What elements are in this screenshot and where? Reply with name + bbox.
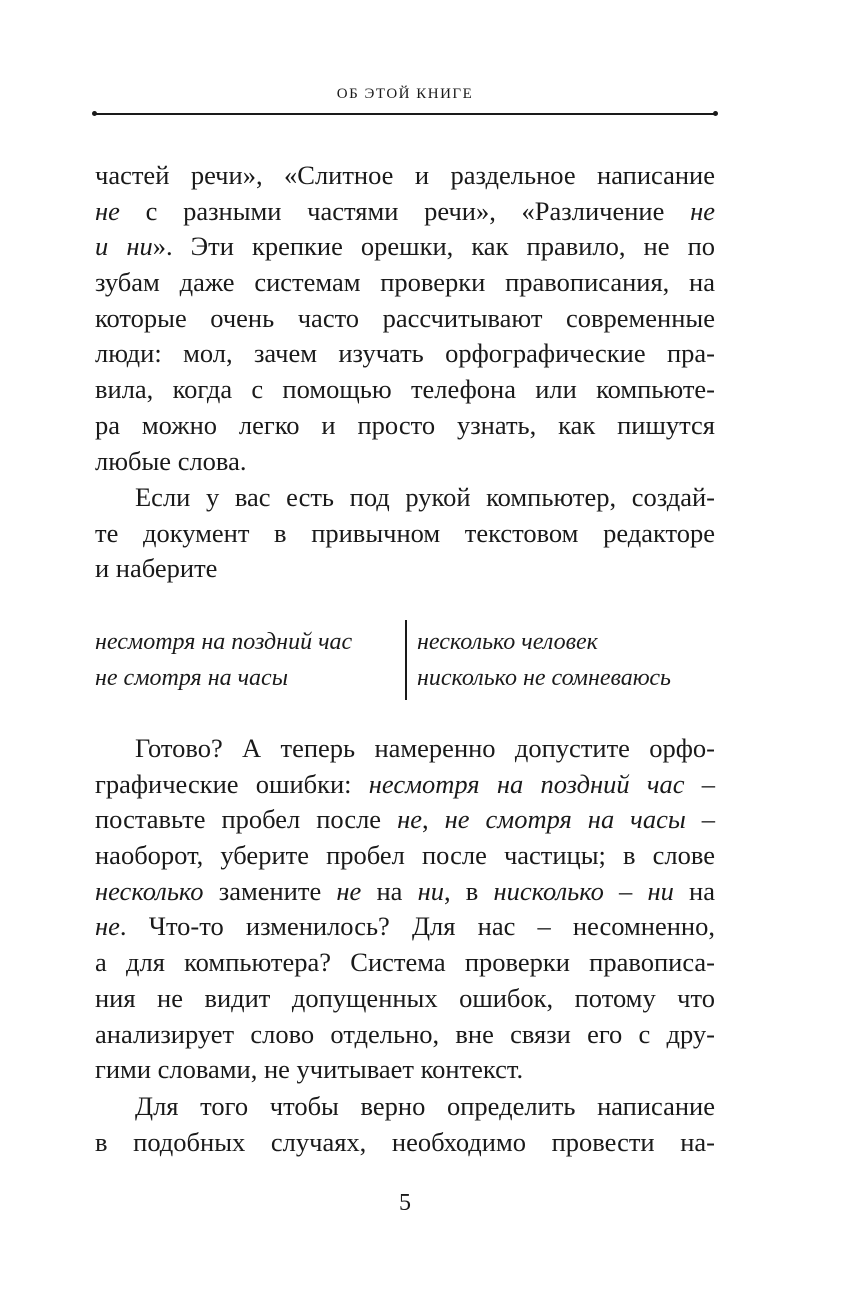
example-table — [95, 620, 715, 702]
text-span: – — [685, 804, 716, 835]
text-span: замените — [203, 875, 337, 906]
text-span: на — [361, 875, 418, 906]
paragraph-3 — [95, 731, 715, 1088]
text-line — [95, 194, 715, 230]
text-line: люди: мол, зачем изучать орфографические пра- — [95, 338, 715, 369]
text-line: те документ в привычном текстовом редакторе — [95, 517, 715, 548]
text-line: Для того чтобы верно определить написание — [135, 1091, 715, 1121]
italic-term: ни — [417, 875, 444, 906]
text-span: поставьте пробел после — [95, 804, 398, 835]
text-line: любые слова. — [95, 445, 247, 476]
text-line: ра можно легко и просто узнать, как пишутся — [95, 409, 715, 440]
text-span: – — [603, 875, 648, 906]
text-line: гими словами, не учитывает контекст. — [95, 1054, 524, 1085]
text-span: , в — [444, 875, 494, 906]
example-phrase: несколько человек — [417, 629, 598, 655]
paragraph-2 — [95, 480, 715, 587]
text-line — [95, 229, 715, 265]
italic-term: нисколько — [493, 875, 604, 906]
example-phrase: несмотря на поздний час — [95, 629, 353, 655]
column-divider — [405, 620, 407, 700]
page-number: 5 — [399, 1190, 411, 1216]
italic-term: не — [95, 195, 120, 226]
text-span: – — [684, 768, 716, 799]
example-phrase: не смотря на часы — [95, 665, 288, 691]
header-rule — [95, 113, 715, 115]
text-line: а для компьютера? Система проверки правописа- — [95, 947, 715, 978]
paragraph-4 — [95, 1089, 715, 1160]
text-line — [95, 767, 715, 803]
text-line: которые очень часто рассчитывают современные — [95, 302, 715, 333]
italic-term: несколько — [95, 875, 204, 906]
text-line: ния не видит допущенных ошибок, потому что — [95, 982, 715, 1013]
italic-term: не — [397, 804, 422, 835]
text-line: Если у вас есть под рукой компьютер, создай- — [135, 482, 715, 512]
example-column-left — [95, 624, 400, 696]
text-line: Готово? А теперь намеренно допустите орфо- — [135, 733, 715, 763]
text-line — [95, 909, 715, 945]
italic-term: не смотря на часы — [444, 804, 686, 835]
example-phrase: нисколько не сомневаюсь — [417, 665, 671, 691]
text-line: вила, когда с помощью телефона или компьюте- — [95, 374, 715, 405]
italic-term: несмотря на поздний час — [368, 768, 685, 799]
text-line — [95, 874, 715, 910]
text-span: , — [422, 804, 445, 835]
text-span: ». Эти крепкие орешки, как правило, не по — [152, 231, 715, 262]
text-line: наоборот, уберите пробел после частицы; в слове — [95, 840, 715, 871]
running-head: ОБ ЭТОЙ КНИГЕ — [336, 86, 474, 102]
paragraph-1 — [95, 158, 715, 479]
italic-term: не — [336, 875, 362, 906]
text-line: и наберите — [95, 553, 218, 584]
text-span: с разными частями речи», «Различение — [119, 195, 691, 226]
text-span: графические ошибки: — [95, 768, 369, 799]
text-line — [95, 802, 715, 838]
italic-term: ни — [647, 875, 674, 906]
italic-term: и ни — [95, 231, 153, 262]
text-line: анализирует слово отдельно, вне связи его с дру- — [95, 1018, 715, 1049]
italic-term: не — [690, 195, 715, 226]
text-line: частей речи», «Слитное и раздельное написание — [95, 160, 715, 190]
text-span: . Что-то изменилось? Для нас – несомненно, — [119, 911, 715, 942]
italic-term: не — [95, 911, 120, 942]
text-line: в подобных случаях, необходимо провести на- — [95, 1126, 715, 1157]
text-line: зубам даже системам проверки правописания, на — [95, 267, 715, 298]
text-span: на — [673, 875, 715, 906]
example-column-right — [417, 624, 717, 696]
